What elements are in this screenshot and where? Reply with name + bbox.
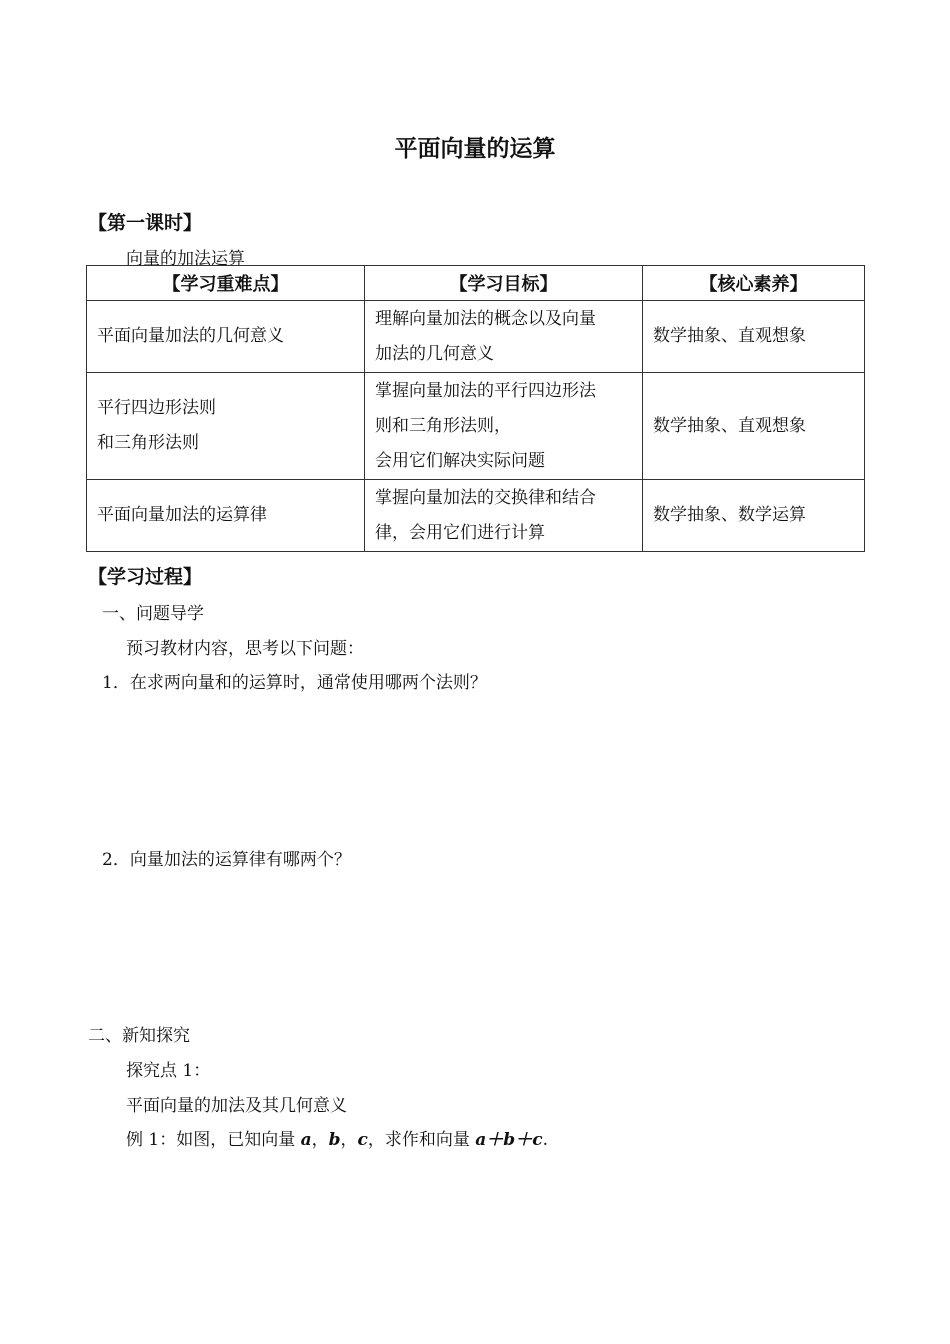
goals-table (86, 265, 865, 552)
table-row (87, 480, 865, 552)
table-header-row (87, 266, 865, 301)
key-point-cell (87, 373, 365, 480)
cell-line: 和三角形法则 (97, 433, 199, 453)
table-row (87, 373, 865, 480)
lesson-subtitle: 向量的加法运算 (126, 249, 245, 269)
example-prefix: 例 1：如图，已知向量 (126, 1130, 301, 1150)
process-heading: 【学习过程】 (88, 566, 203, 588)
exploration-point: 探究点 1： (126, 1061, 211, 1081)
question-1: 1．在求两向量和的运算时，通常使用哪两个法则？ (102, 673, 487, 693)
objective-cell (365, 480, 643, 552)
separator: ， (340, 1130, 358, 1150)
question-2: 2．向量加法的运算律有哪两个？ (102, 850, 351, 870)
section2-title: 二、新知探究 (88, 1026, 190, 1046)
vector-b: b (328, 1130, 341, 1150)
cell-line: 则和三角形法则， (375, 415, 511, 436)
example-middle: ，求作和向量 (367, 1130, 476, 1150)
cell-line: 会用它们解决实际问题 (375, 450, 545, 471)
page-title: 平面向量的运算 (394, 136, 556, 162)
table-row (87, 301, 865, 373)
header-core-literacy: 【核心素养】 (643, 266, 865, 301)
example-1 (126, 1125, 548, 1150)
cell-line: 掌握向量加法的交换律和结合 (375, 487, 596, 508)
header-objectives: 【学习目标】 (365, 266, 643, 301)
literacy-cell: 数学抽象、直观想象 (643, 301, 865, 373)
cell-line: 平行四边形法则 (97, 398, 216, 418)
cell-line: 加法的几何意义 (375, 343, 494, 364)
lesson-heading: 【第一课时】 (88, 212, 203, 234)
key-point-cell (87, 480, 365, 552)
section1-intro: 预习教材内容，思考以下问题： (126, 639, 364, 659)
objective-cell (365, 373, 643, 480)
exploration-topic: 平面向量的加法及其几何意义 (126, 1096, 347, 1116)
cell-line: 平面向量加法的运算律 (97, 505, 267, 525)
literacy-cell: 数学抽象、直观想象 (643, 373, 865, 480)
literacy-cell: 数学抽象、数学运算 (643, 480, 865, 552)
vector-a: a (300, 1130, 312, 1150)
example-end: . (542, 1130, 548, 1150)
cell-line: 掌握向量加法的平行四边形法 (375, 380, 596, 401)
section1-title: 一、问题导学 (102, 604, 204, 624)
vector-sum: a＋b＋c (475, 1130, 543, 1150)
objective-cell (365, 301, 643, 373)
vector-c: c (357, 1130, 368, 1150)
cell-line: 平面向量加法的几何意义 (97, 326, 284, 346)
separator: ， (311, 1130, 329, 1150)
cell-line: 律，会用它们进行计算 (375, 522, 545, 543)
cell-line: 理解向量加法的概念以及向量 (375, 308, 596, 329)
key-point-cell (87, 301, 365, 373)
header-key-points: 【学习重难点】 (87, 266, 365, 301)
